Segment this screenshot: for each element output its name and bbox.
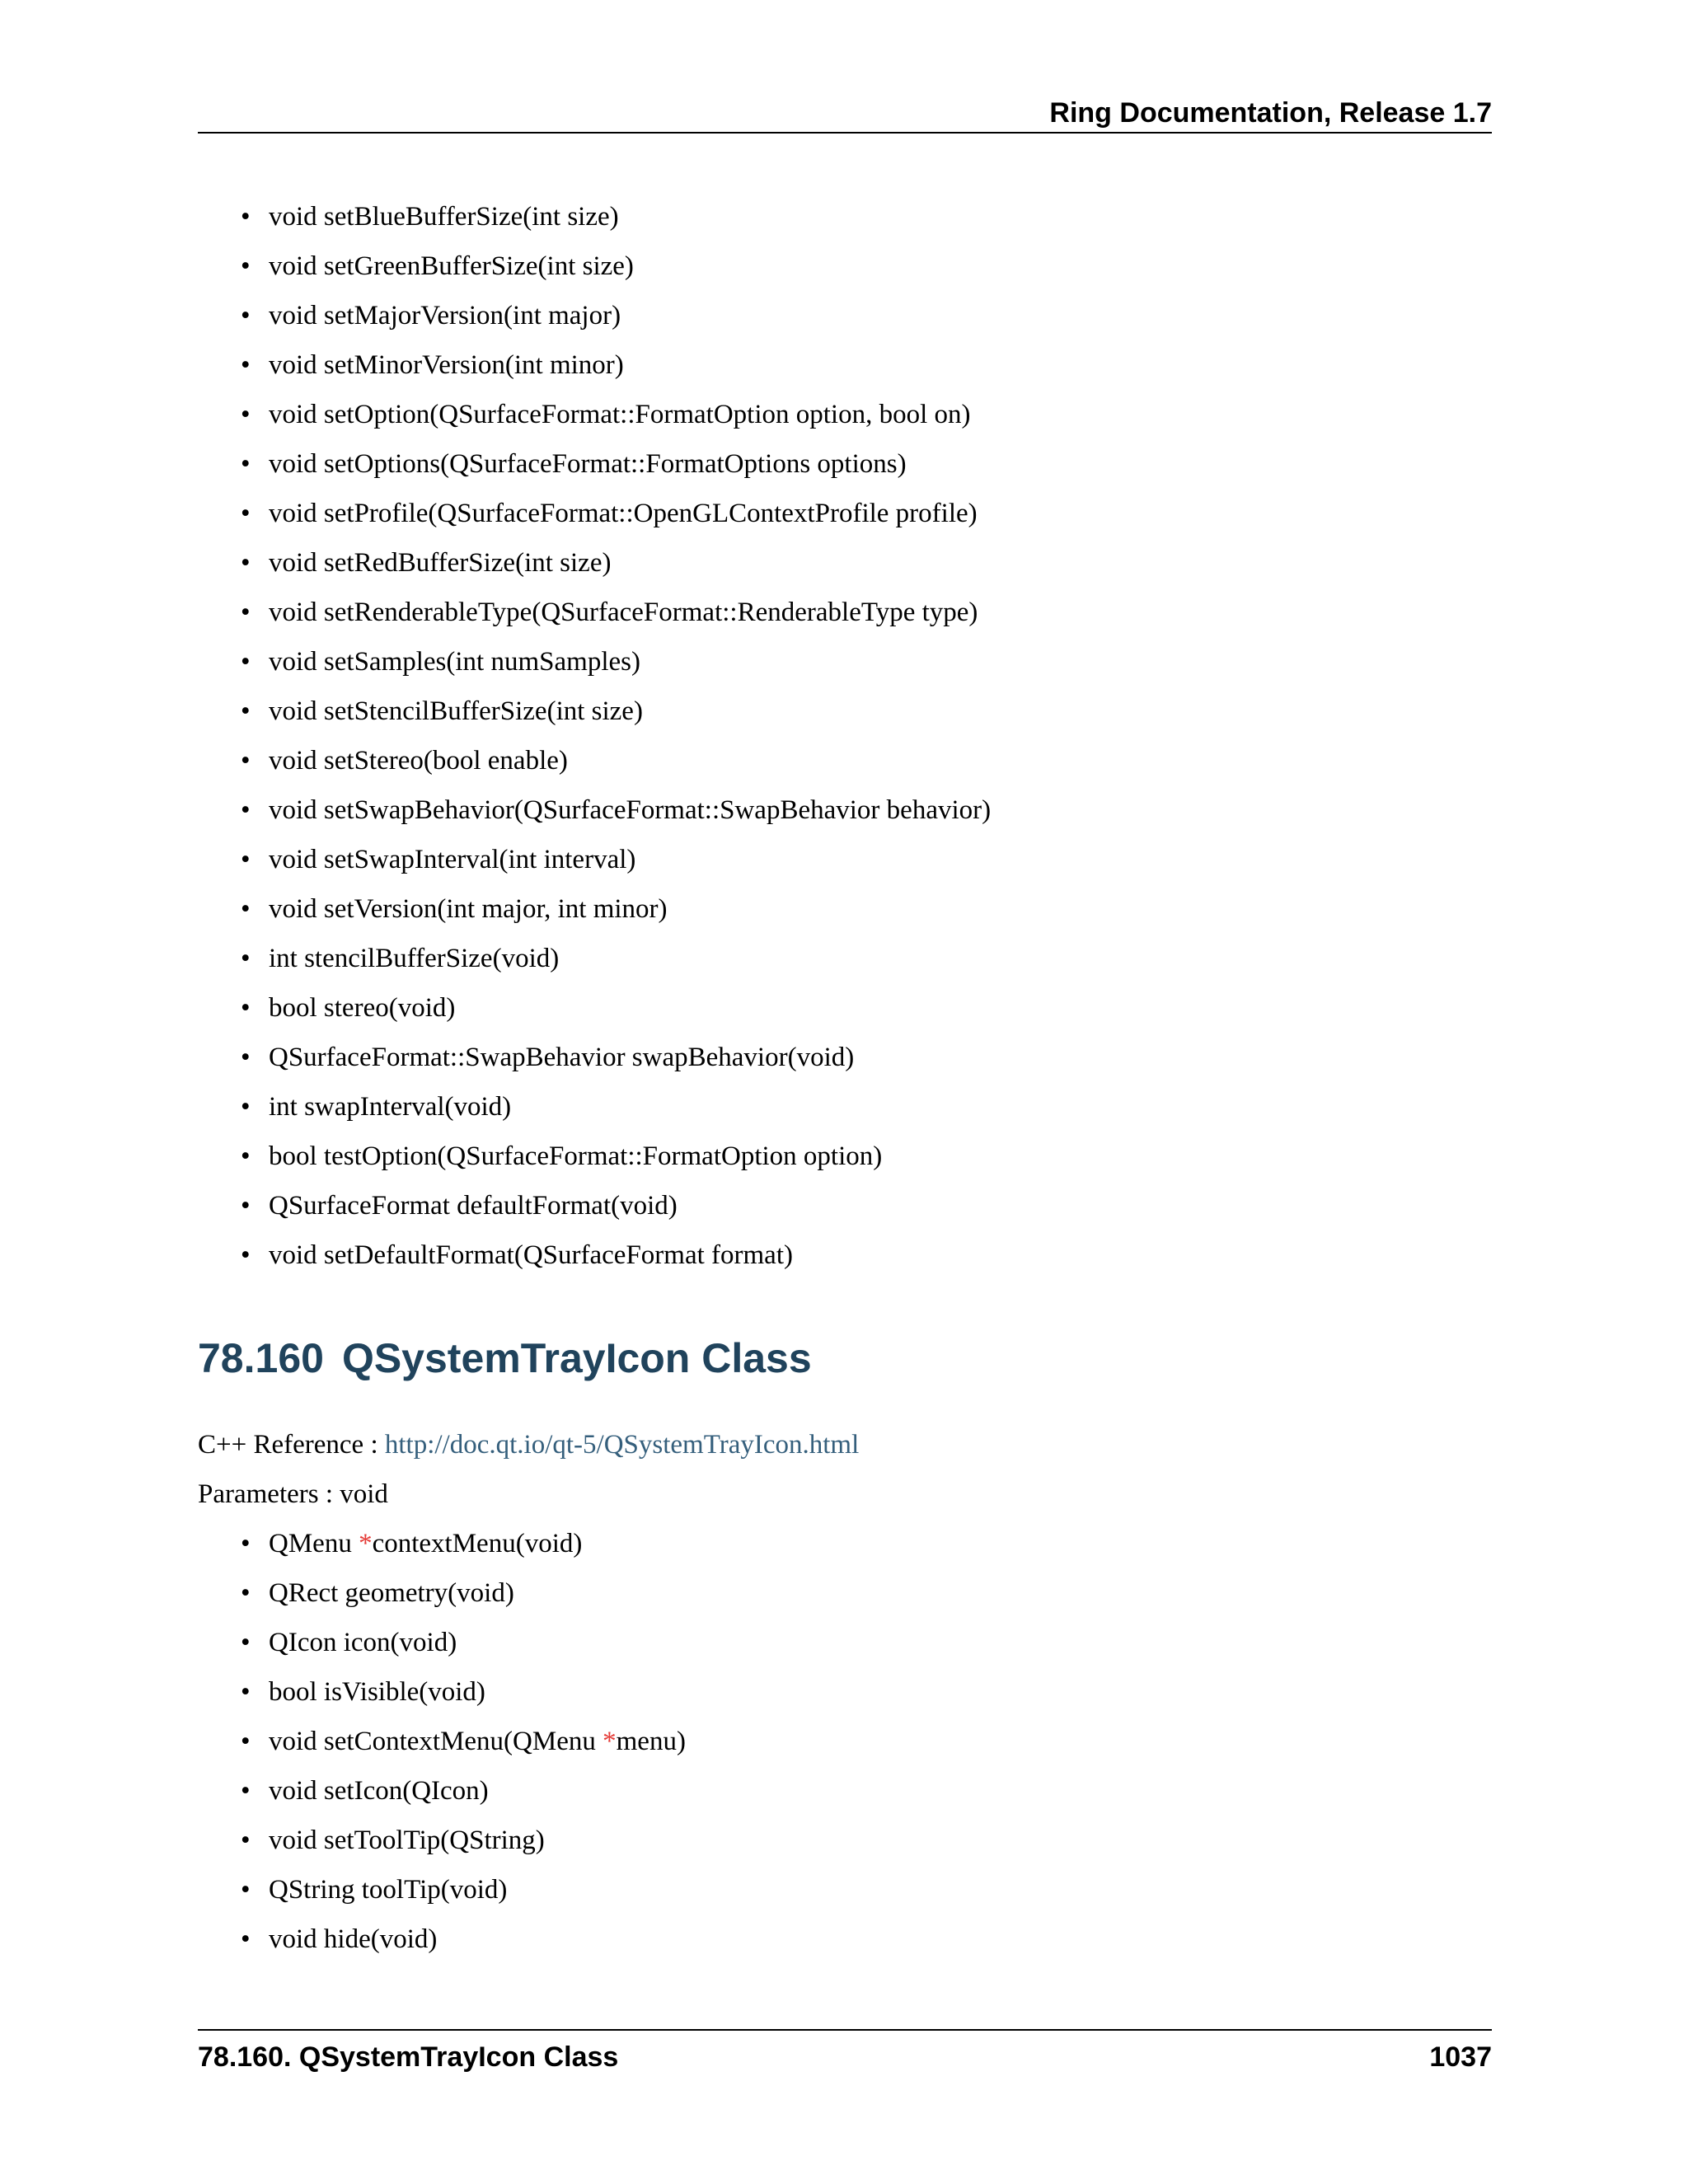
bullet-icon: • bbox=[241, 1578, 251, 1608]
pointer-asterisk: * bbox=[359, 1529, 373, 1558]
list-item bbox=[241, 1568, 686, 1618]
method-signature-rest: menu) bbox=[616, 1727, 686, 1756]
method-signature: void setOptions(QSurfaceFormat::FormatOptions options) bbox=[269, 449, 907, 479]
bullet-icon: • bbox=[241, 1628, 251, 1657]
method-signature: void setDefaultFormat(QSurfaceFormat format) bbox=[269, 1240, 793, 1270]
method-signature: void setVersion(int major, int minor) bbox=[269, 894, 668, 924]
method-signature: QIcon icon(void) bbox=[269, 1628, 457, 1657]
bullet-icon: • bbox=[241, 1043, 251, 1072]
list-item bbox=[241, 884, 991, 934]
method-list-qsurfaceformat bbox=[241, 192, 991, 1280]
bullet-icon: • bbox=[241, 795, 251, 825]
list-item bbox=[241, 241, 991, 291]
list-item bbox=[241, 983, 991, 1033]
method-signature: void setSwapBehavior(QSurfaceFormat::SwapBehavior behavior) bbox=[269, 795, 992, 825]
list-item bbox=[241, 1766, 686, 1816]
list-item bbox=[241, 736, 991, 785]
bullet-icon: • bbox=[241, 845, 251, 874]
method-signature: void setSwapInterval(int interval) bbox=[269, 845, 636, 874]
method-list-qsystemtrayicon bbox=[241, 1519, 686, 1964]
list-item bbox=[241, 1915, 686, 1964]
list-item bbox=[241, 588, 991, 637]
method-signature: QSurfaceFormat defaultFormat(void) bbox=[269, 1191, 678, 1221]
method-signature: void hide(void) bbox=[269, 1924, 438, 1954]
section-heading bbox=[198, 1333, 812, 1383]
bullet-icon: • bbox=[241, 1529, 251, 1558]
bullet-icon: • bbox=[241, 944, 251, 973]
list-item bbox=[241, 1132, 991, 1181]
method-signature: QMenu bbox=[269, 1529, 359, 1558]
section-title: QSystemTrayIcon Class bbox=[341, 1335, 812, 1381]
document-title: Ring Documentation, Release 1.7 bbox=[1049, 97, 1492, 129]
method-signature: void setRedBufferSize(int size) bbox=[269, 548, 612, 578]
list-item bbox=[241, 291, 991, 340]
method-signature: void setStereo(bool enable) bbox=[269, 746, 568, 776]
bullet-icon: • bbox=[241, 350, 251, 380]
list-item bbox=[241, 1519, 686, 1568]
list-item bbox=[241, 687, 991, 736]
bullet-icon: • bbox=[241, 647, 251, 677]
method-signature: bool testOption(QSurfaceFormat::FormatOption option) bbox=[269, 1141, 883, 1171]
list-item bbox=[241, 1230, 991, 1280]
bullet-icon: • bbox=[241, 548, 251, 578]
list-item bbox=[241, 340, 991, 390]
bullet-icon: • bbox=[241, 1240, 251, 1270]
method-signature: void setContextMenu(QMenu bbox=[269, 1727, 603, 1756]
bullet-icon: • bbox=[241, 1141, 251, 1171]
method-signature: void setBlueBufferSize(int size) bbox=[269, 202, 619, 232]
list-item bbox=[241, 390, 991, 439]
method-signature: int swapInterval(void) bbox=[269, 1092, 512, 1122]
method-signature: void setToolTip(QString) bbox=[269, 1825, 545, 1855]
bullet-icon: • bbox=[241, 251, 251, 281]
bullet-icon: • bbox=[241, 202, 251, 232]
pointer-asterisk: * bbox=[603, 1727, 617, 1756]
cpp-reference-line bbox=[198, 1428, 859, 1461]
bullet-icon: • bbox=[241, 400, 251, 429]
method-signature-rest: contextMenu(void) bbox=[372, 1529, 583, 1558]
method-signature: void setIcon(QIcon) bbox=[269, 1776, 489, 1806]
bullet-icon: • bbox=[241, 301, 251, 330]
method-signature: void setStencilBufferSize(int size) bbox=[269, 696, 643, 726]
bullet-icon: • bbox=[241, 449, 251, 479]
parameters-line: Parameters : void bbox=[198, 1479, 388, 1509]
list-item bbox=[241, 489, 991, 538]
list-item bbox=[241, 835, 991, 884]
cpp-reference-label: C++ Reference : bbox=[198, 1430, 385, 1460]
list-item bbox=[241, 1865, 686, 1915]
bullet-icon: • bbox=[241, 1191, 251, 1221]
method-signature: void setProfile(QSurfaceFormat::OpenGLContextProfile profile) bbox=[269, 499, 978, 528]
method-signature: void setMajorVersion(int major) bbox=[269, 301, 621, 330]
method-signature: bool stereo(void) bbox=[269, 993, 456, 1023]
list-item bbox=[241, 1717, 686, 1766]
cpp-reference-link[interactable]: http://doc.qt.io/qt-5/QSystemTrayIcon.html bbox=[384, 1430, 860, 1460]
list-item bbox=[241, 192, 991, 241]
list-item bbox=[241, 538, 991, 588]
method-signature: void setGreenBufferSize(int size) bbox=[269, 251, 634, 281]
list-item bbox=[241, 1618, 686, 1667]
page-number: 1037 bbox=[1429, 2041, 1492, 2073]
method-signature: QSurfaceFormat::SwapBehavior swapBehavior(void) bbox=[269, 1043, 855, 1072]
method-signature: void setRenderableType(QSurfaceFormat::RenderableType type) bbox=[269, 598, 978, 627]
list-item bbox=[241, 637, 991, 687]
method-signature: QString toolTip(void) bbox=[269, 1875, 508, 1905]
bullet-icon: • bbox=[241, 499, 251, 528]
list-item bbox=[241, 1816, 686, 1865]
list-item bbox=[241, 934, 991, 983]
bullet-icon: • bbox=[241, 746, 251, 776]
bullet-icon: • bbox=[241, 598, 251, 627]
list-item bbox=[241, 1033, 991, 1082]
bullet-icon: • bbox=[241, 1875, 251, 1905]
bullet-icon: • bbox=[241, 1776, 251, 1806]
bullet-icon: • bbox=[241, 993, 251, 1023]
bullet-icon: • bbox=[241, 1825, 251, 1855]
method-signature: int stencilBufferSize(void) bbox=[269, 944, 560, 973]
list-item bbox=[241, 1082, 991, 1132]
list-item bbox=[241, 785, 991, 835]
bullet-icon: • bbox=[241, 1924, 251, 1954]
page-header bbox=[198, 92, 1492, 134]
page-footer bbox=[198, 2029, 1492, 2080]
bullet-icon: • bbox=[241, 1727, 251, 1756]
method-signature: bool isVisible(void) bbox=[269, 1677, 485, 1707]
method-signature: void setOption(QSurfaceFormat::FormatOption option, bool on) bbox=[269, 400, 971, 429]
footer-section-title: 78.160. QSystemTrayIcon Class bbox=[198, 2041, 619, 2073]
bullet-icon: • bbox=[241, 1677, 251, 1707]
list-item bbox=[241, 439, 991, 489]
bullet-icon: • bbox=[241, 1092, 251, 1122]
list-item bbox=[241, 1181, 991, 1230]
bullet-icon: • bbox=[241, 894, 251, 924]
bullet-icon: • bbox=[241, 696, 251, 726]
list-item bbox=[241, 1667, 686, 1717]
method-signature: void setMinorVersion(int minor) bbox=[269, 350, 624, 380]
section-number: 78.160 bbox=[198, 1335, 324, 1381]
method-signature: void setSamples(int numSamples) bbox=[269, 647, 640, 677]
method-signature: QRect geometry(void) bbox=[269, 1578, 514, 1608]
